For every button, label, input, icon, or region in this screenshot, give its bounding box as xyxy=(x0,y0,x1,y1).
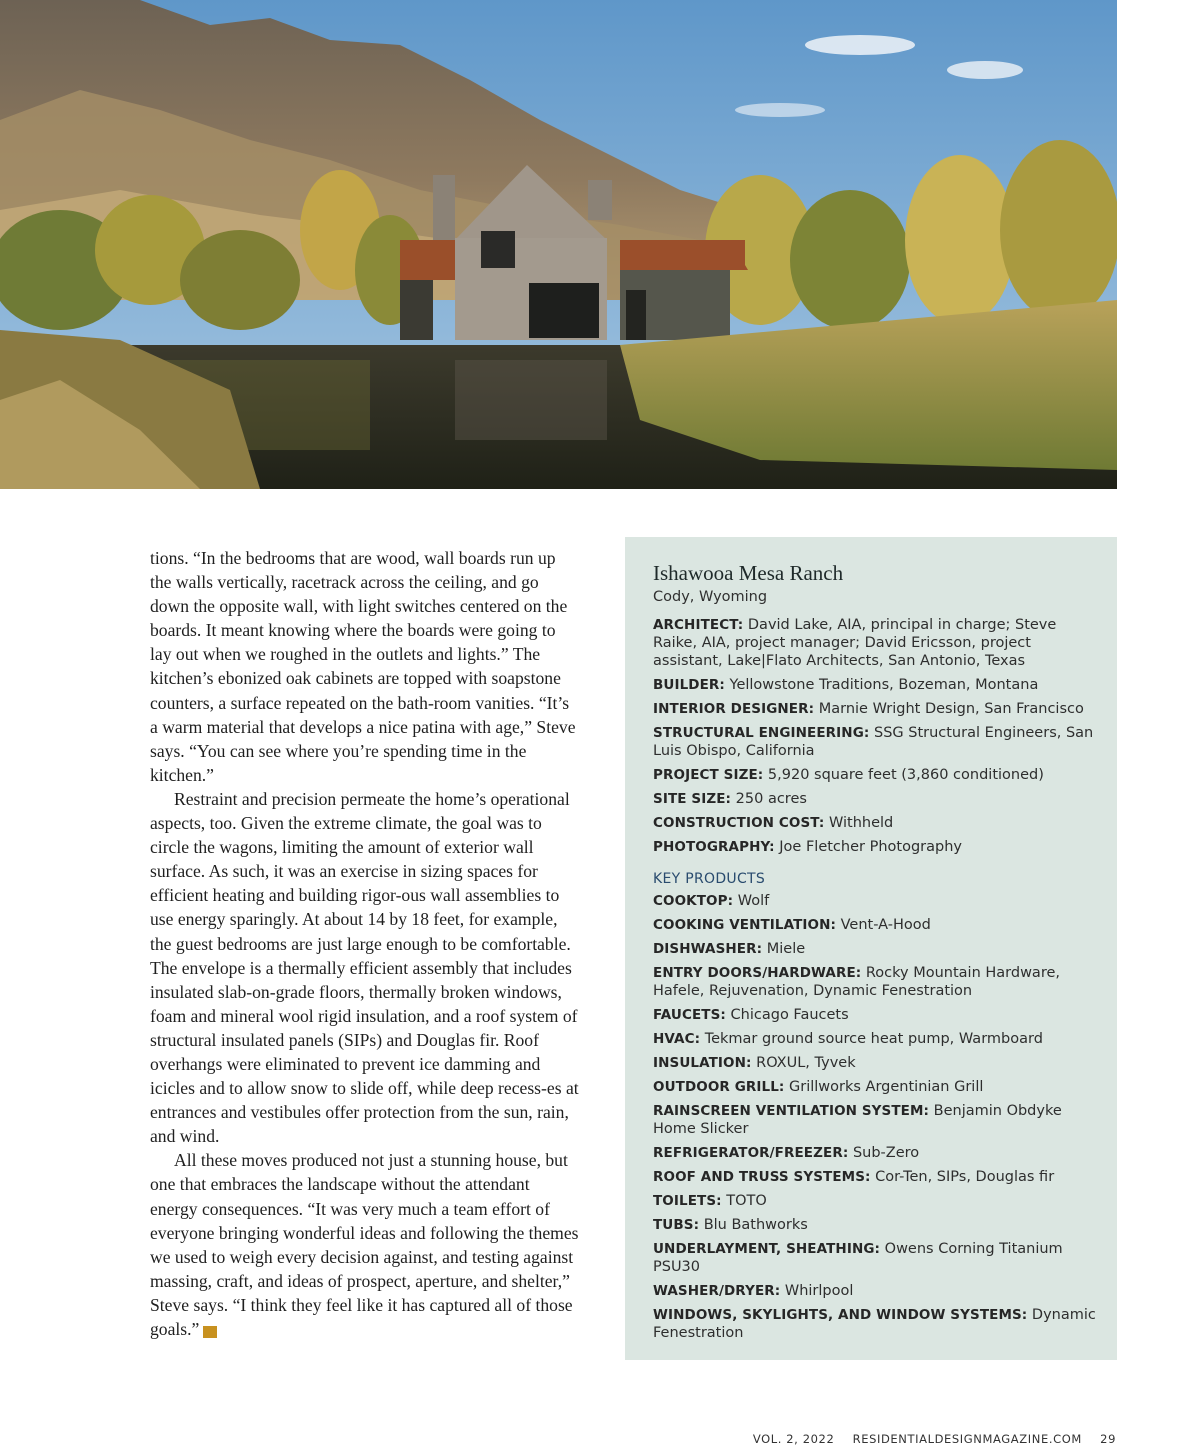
hero-photo xyxy=(0,0,1117,489)
entry-label: COOKING VENTILATION: xyxy=(653,917,837,933)
product-entry xyxy=(653,1102,1097,1138)
entry-label: BUILDER: xyxy=(653,677,725,693)
entry-value: Chicago Faucets xyxy=(730,1007,849,1023)
project-credits-sidebar xyxy=(625,537,1117,1360)
entry-value: Dynamic Fenestration xyxy=(653,1307,1096,1341)
entry-value: Blu Bathworks xyxy=(703,1217,808,1233)
product-entry xyxy=(653,1006,1097,1024)
entry-value: Benjamin Obdyke Home Slicker xyxy=(653,1103,1062,1137)
entry-value: Miele xyxy=(766,941,806,957)
entry-label: PHOTOGRAPHY: xyxy=(653,839,775,855)
credit-entry xyxy=(653,616,1097,670)
entry-label: OUTDOOR GRILL: xyxy=(653,1079,785,1095)
key-products-list xyxy=(653,892,1097,1342)
product-entry xyxy=(653,1192,1097,1210)
entry-label: ENTRY DOORS/HARDWARE: xyxy=(653,965,862,981)
entry-value: David Lake, AIA, principal in charge; Steve Raike, AIA, project manager; David Ericsson, project assistant, Lake|Flato Architects, San Antonio, Texas xyxy=(653,617,1057,669)
entry-value: Owens Corning Titanium PSU30 xyxy=(653,1241,1063,1275)
entry-value: Yellowstone Traditions, Bozeman, Montana xyxy=(729,677,1039,693)
credit-entry xyxy=(653,676,1097,694)
entry-value: Marnie Wright Design, San Francisco xyxy=(818,701,1084,717)
entry-label: REFRIGERATOR/FREEZER: xyxy=(653,1145,849,1161)
entry-label: TOILETS: xyxy=(653,1193,722,1209)
credit-entry xyxy=(653,724,1097,760)
article-paragraph xyxy=(150,1148,580,1341)
product-entry xyxy=(653,1306,1097,1342)
entry-value: Rocky Mountain Hardware, Hafele, Rejuvenation, Dynamic Fenestration xyxy=(653,965,1060,999)
entry-value: Cor-Ten, SIPs, Douglas fir xyxy=(875,1169,1055,1185)
project-title: Ishawooa Mesa Ranch xyxy=(653,561,844,585)
entry-value: Whirlpool xyxy=(784,1283,854,1299)
entry-label: ROOF AND TRUSS SYSTEMS: xyxy=(653,1169,871,1185)
product-entry xyxy=(653,1144,1097,1162)
product-entry xyxy=(653,964,1097,1000)
entry-value: Withheld xyxy=(828,815,894,831)
product-entry xyxy=(653,1078,1097,1096)
article-body xyxy=(150,546,580,1341)
entry-label: CONSTRUCTION COST: xyxy=(653,815,825,831)
entry-label: INTERIOR DESIGNER: xyxy=(653,701,815,717)
key-products-heading: KEY PRODUCTS xyxy=(653,871,766,887)
entry-value: Vent-A-Hood xyxy=(840,917,931,933)
entry-label: PROJECT SIZE: xyxy=(653,767,764,783)
entry-label: RAINSCREEN VENTILATION SYSTEM: xyxy=(653,1103,930,1119)
entry-label: ARCHITECT: xyxy=(653,617,744,633)
entry-value: Grillworks Argentinian Grill xyxy=(789,1079,984,1095)
entry-value: 5,920 square feet (3,860 conditioned) xyxy=(767,767,1044,783)
page-footer xyxy=(739,1432,1116,1446)
credit-entry xyxy=(653,700,1097,718)
product-entry xyxy=(653,940,1097,958)
entry-value: Tekmar ground source heat pump, Warmboard xyxy=(704,1031,1043,1047)
product-entry xyxy=(653,1240,1097,1276)
entry-label: WASHER/DRYER: xyxy=(653,1283,781,1299)
entry-label: DISHWASHER: xyxy=(653,941,763,957)
entry-value: ROXUL, Tyvek xyxy=(756,1055,856,1071)
product-entry xyxy=(653,1282,1097,1300)
entry-label: STRUCTURAL ENGINEERING: xyxy=(653,725,870,741)
article-paragraph-text: All these moves produced not just a stunning house, but one that embraces the landscape without the attendant energy consequences. “It was very much a team effort of everyone bringing wonderful ideas and following the themes we used to weigh every decision against, and testing against massing, craft, and ideas of prospect, aperture, and shelter,” Steve says. “I think they feel like it has captured all of those goals.” xyxy=(150,1150,579,1339)
article-paragraph: Restraint and precision permeate the home’s operational aspects, too. Given the extreme climate, the goal was to circle the wagons, limiting the amount of exterior wall surface. As such, it was an exercise in sizing spaces for efficient heating and building rigor-ous wall assemblies to use energy sparingly. At about 14 by 18 feet, for example, the guest bedrooms are just large enough to be comfortable. The envelope is a thermally efficient assembly that includes insulated slab-on-grade floors, thermally broken windows, foam and mineral wool rigid insulation, and a roof system of structural insulated panels (SIPs) and Douglas fir. Roof overhangs were eliminated to prevent ice damming and icicles and to allow snow to slide off, while deep recess-es at entrances and vestibules offer protection from the sun, rain, and wind. xyxy=(150,788,579,1147)
entry-label: TUBS: xyxy=(653,1217,700,1233)
entry-label: FAUCETS: xyxy=(653,1007,726,1023)
credits-list xyxy=(653,616,1097,856)
entry-label: SITE SIZE: xyxy=(653,791,732,807)
credit-entry xyxy=(653,766,1097,784)
entry-label: WINDOWS, SKYLIGHTS, AND WINDOW SYSTEMS: xyxy=(653,1307,1028,1323)
product-entry xyxy=(653,1054,1097,1072)
product-entry xyxy=(653,1030,1097,1048)
footer-volume: VOL. 2, 2022 xyxy=(752,1432,835,1446)
project-location: Cody, Wyoming xyxy=(653,589,768,605)
entry-value: Sub-Zero xyxy=(852,1145,920,1161)
article-paragraph: tions. “In the bedrooms that are wood, wall boards run up the walls vertically, racetrack across the ceiling, and go down the opposite wall, with light switches centered on the boards. It meant knowing where the boards were going to lay out when we roughed in the outlets and lights.” The kitchen’s ebonized oak cabinets are topped with soapstone counters, a surface repeated on the bath-room vanities. “It’s a warm material that develops a nice patina with age,” Steve says. “You can see where you’re spending time in the kitchen.” xyxy=(150,548,576,785)
entry-label: COOKTOP: xyxy=(653,893,734,909)
entry-value: TOTO xyxy=(726,1193,767,1209)
entry-value: 250 acres xyxy=(735,791,807,807)
product-entry xyxy=(653,1168,1097,1186)
ranch-house-landscape-image xyxy=(0,0,1117,489)
credit-entry xyxy=(653,790,1097,808)
product-entry xyxy=(653,892,1097,910)
entry-value: SSG Structural Engineers, San Luis Obispo, California xyxy=(653,725,1094,759)
product-entry xyxy=(653,916,1097,934)
entry-label: INSULATION: xyxy=(653,1055,752,1071)
rd-end-mark-icon: RD xyxy=(203,1326,217,1338)
entry-value: Joe Fletcher Photography xyxy=(779,839,962,855)
credit-entry xyxy=(653,814,1097,832)
footer-website: RESIDENTIALDESIGNMAGAZINE.COM xyxy=(852,1432,1082,1446)
credit-entry xyxy=(653,838,1097,856)
entry-label: UNDERLAYMENT, SHEATHING: xyxy=(653,1241,881,1257)
entry-value: Wolf xyxy=(737,893,770,909)
product-entry xyxy=(653,1216,1097,1234)
page-number: 29 xyxy=(1100,1432,1116,1446)
entry-label: HVAC: xyxy=(653,1031,701,1047)
